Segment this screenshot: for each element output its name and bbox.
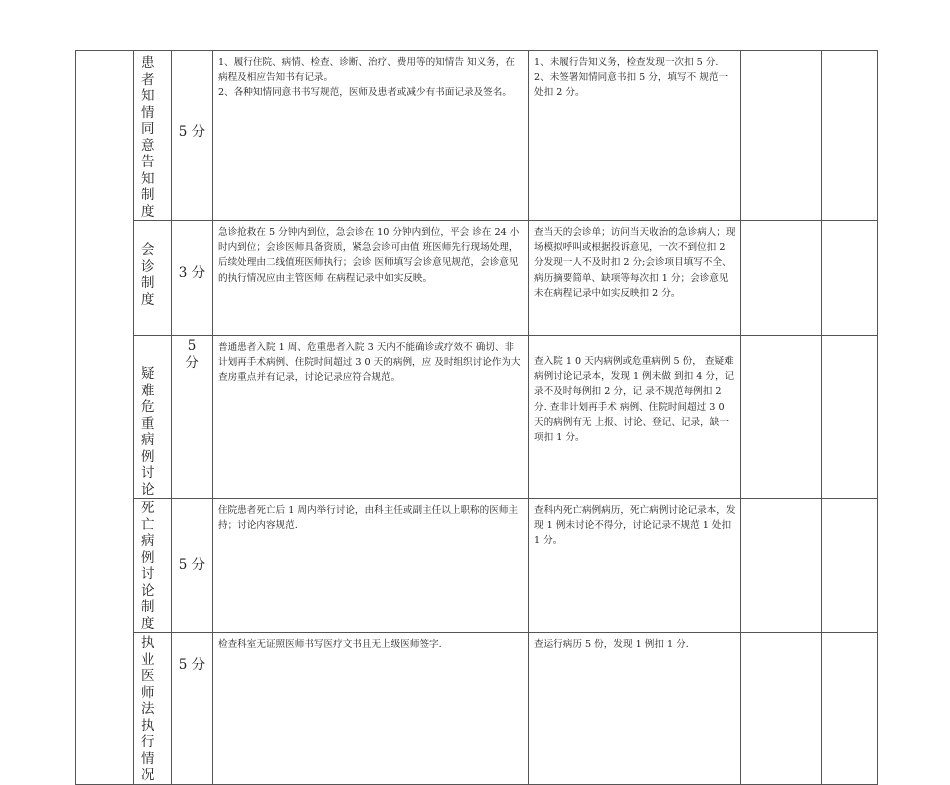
standard-cell: 检查科室无证照医师书写医疗文书且无上级医师签字. (213, 633, 529, 785)
assessment-table (75, 50, 878, 785)
check-method-cell: 查入院 1 0 天内病例或危重病例 5 份， 查疑难病例讨论记录本，发现 1 例未做 到扣 4 分，记录不及时每例扣 2 分，记 录不规范每例扣 2 分. 查非计划再手术 病例、住院时间超过 3 0 天的病例有无 上报、讨论、登记、记录，缺一项扣 1 分。 (529, 336, 741, 499)
check-method-cell: 查科内死亡病例病历，死亡病例讨论记录本，发现 1 例未讨论不得分，讨论记录不规范 1 处扣 1 分。 (529, 499, 741, 633)
standard-cell: 住院患者死亡后 1 周内举行讨论，由科主任或副主任以上职称的医师主持；讨论内容规范. (213, 499, 529, 633)
check-method-cell: 查当天的会诊单；访问当天收治的急诊病人；现场模拟呼叫或根据投诉意见，一次不到位扣 2 分发现一人不及时扣 2 分;会诊项目填写不全、病历摘要简单、缺项等每次扣 1 分；会诊意见未在病程记录中如实反映扣 2 分。 (529, 221, 741, 336)
table-row (76, 633, 878, 785)
score-cell: 5 分 (172, 51, 213, 221)
table-row (76, 51, 878, 221)
item-name-cell: 死亡 病例 讨论 制度 (134, 499, 172, 633)
blank-cell (822, 336, 878, 499)
blank-cell (822, 51, 878, 221)
blank-cell (822, 221, 878, 336)
score-cell: 5 分 (172, 499, 213, 633)
score-cell: 5 分 (172, 336, 213, 499)
standard-cell: 1、履行住院、病情、检查、诊断、治疗、费用等的知情告 知义务，在病程及相应告知书有记录。 2、各种知情同意书书写规范，医师及患者或减少有书面记录及签名。 (213, 51, 529, 221)
blank-cell (741, 221, 822, 336)
item-name-cell: 患者 知情 同意 告知 制度 (134, 51, 172, 221)
check-method-cell: 1、未履行告知义务，检查发现一次扣 5 分. 2、未签署知情同意书扣 5 分，填写不 规范一处扣 2 分。 (529, 51, 741, 221)
blank-cell (822, 633, 878, 785)
check-method-cell: 查运行病历 5 份，发现 1 例扣 1 分. (529, 633, 741, 785)
item-name-cell: 会诊 制度 (134, 221, 172, 336)
standard-cell: 普通患者入院 1 周、危重患者入院 3 天内不能确诊或疗效不 确切、非计划再手术病例、住院时间超过 3 0 天的病例，应 及时组织讨论作为大查房重点并有记录，讨论记录应符合规范。 (213, 336, 529, 499)
item-name-cell: 疑难 危重 病例 讨论 (134, 336, 172, 499)
category-cell (76, 51, 134, 785)
item-name-cell: 执 业 医 师 法 执 行 情 况 (134, 633, 172, 785)
standard-cell: 急诊抢救在 5 分钟内到位，急会诊在 10 分钟内到位，平会 诊在 24 小时内到位；会诊医师具备资质，紧急会诊可由值 班医师先行现场处理，后续处理由二线值班医师执行；会诊 医师填写会诊意见规范，会诊意见的执行情况应由主管医师 在病程记录中如实反映。 (213, 221, 529, 336)
table-row (76, 499, 878, 633)
score-cell: 3 分 (172, 221, 213, 336)
blank-cell (741, 499, 822, 633)
blank-cell (822, 499, 878, 633)
blank-cell (741, 336, 822, 499)
score-cell: 5 分 (172, 633, 213, 785)
blank-cell (741, 51, 822, 221)
blank-cell (741, 633, 822, 785)
table-row (76, 221, 878, 336)
table-row (76, 336, 878, 499)
